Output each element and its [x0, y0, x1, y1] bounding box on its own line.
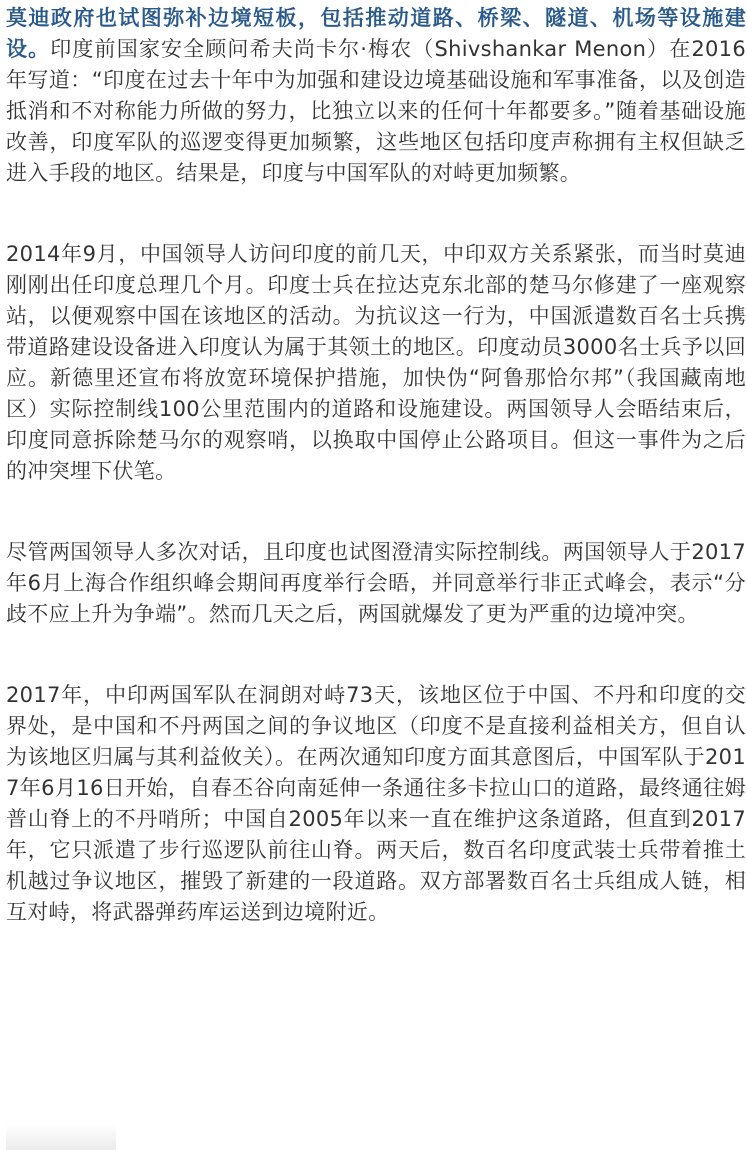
highlighted-sentence: 莫迪政府也试图弥补边境短板，包括推动道路、桥梁、隧道、机场等设施建设。 [6, 6, 746, 61]
article-paragraph-1 [6, 0, 746, 189]
article-paragraph-4 [6, 680, 746, 928]
paragraph-text: 2017年，中印两国军队在洞朗对峙73天，该地区位于中国、不丹和印度的交界处，是中国和不丹两国之间的争议地区（印度不是直接利益相关方，但自认为该地区归属与其利益攸关）。在两次通知印度方面其意图后，中国军队于2017年6月16日开始，自春丕谷向南延伸一条通往多卡拉山口的道路，最终通往姆普山脊上的不丹哨所；中国自2005年以来一直在维护这条道路，但直到2017年，它只派遣了步行巡逻队前往山脊。两天后，数百名印度武装士兵带着推土机越过争议地区，摧毁了新建的一段道路。双方部署数百名士兵组成人链，相互对峙，将武器弹药库运送到边境附近。 [6, 683, 746, 924]
article-paragraph-3 [6, 537, 746, 630]
bottom-fade-overlay [6, 1124, 116, 1150]
paragraph-text: 印度前国家安全顾问希夫尚卡尔·梅农（Shivshankar Menon）在2016年写道：“印度在过去十年中为加强和建设边境基础设施和军事准备，以及创造抵消和不对称能力所做的努力，比独立以来的任何十年都要多。”随着基础设施改善，印度军队的巡逻变得更加频繁，这些地区包括印度声称拥有主权但缺乏进入手段的地区。结果是，印度与中国军队的对峙更加频繁。 [6, 37, 746, 185]
paragraph-text: 2014年9月，中国领导人访问印度的前几天，中印双方关系紧张，而当时莫迪刚刚出任印度总理几个月。印度士兵在拉达克东北部的楚马尔修建了一座观察站，以便观察中国在该地区的活动。为抗议这一行为，中国派遣数百名士兵携带道路建设设备进入印度认为属于其领土的地区。印度动员3000名士兵予以回应。新德里还宣布将放宽环境保护措施，加快伪“阿鲁那恰尔邦”（我国藏南地区）实际控制线100公里范围内的道路和设施建设。两国领导人会晤结束后，印度同意拆除楚马尔的观察哨，以换取中国停止公路项目。但这一事件为之后的冲突埋下伏笔。 [6, 242, 746, 483]
article-body [6, 0, 746, 978]
article-paragraph-2 [6, 239, 746, 487]
paragraph-text: 尽管两国领导人多次对话，且印度也试图澄清实际控制线。两国领导人于2017年6月上海合作组织峰会期间再度举行会晤，并同意举行非正式峰会，表示“分歧不应上升为争端”。然而几天之后，两国就爆发了更为严重的边境冲突。 [6, 540, 746, 626]
